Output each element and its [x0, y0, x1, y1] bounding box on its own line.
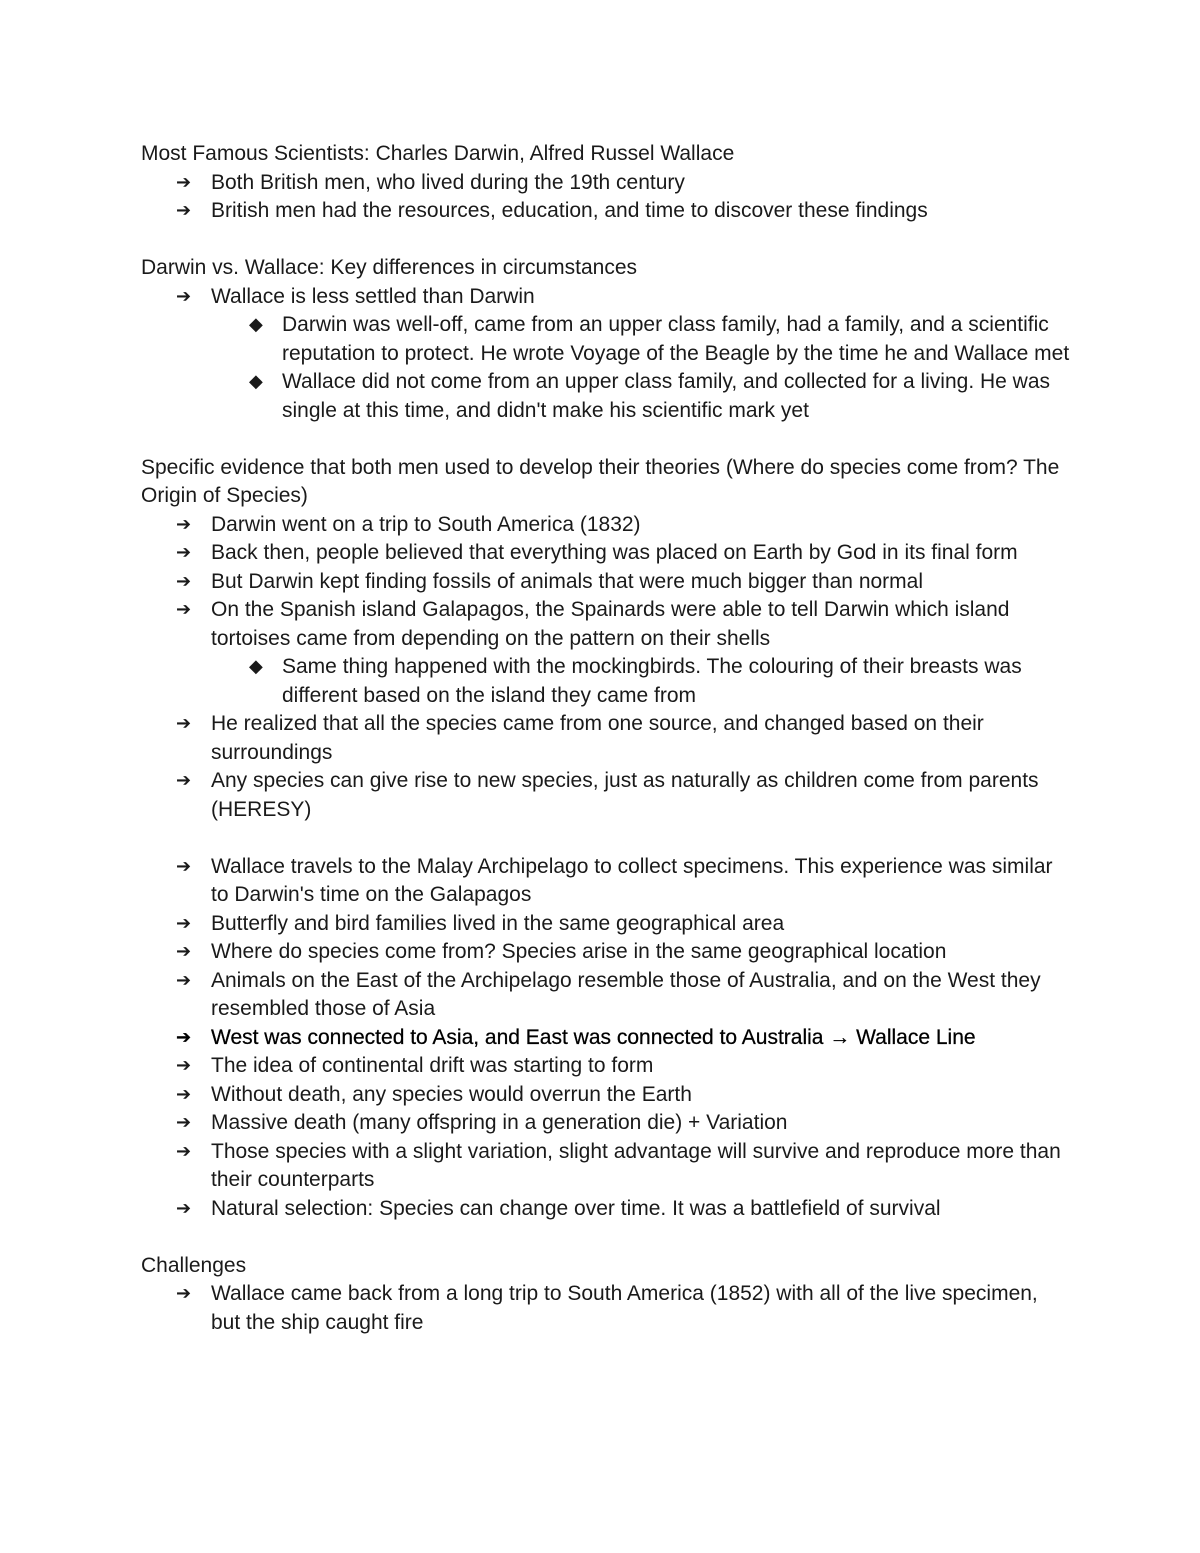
list-item-text: Animals on the East of the Archipelago resemble those of Australia, and on the West they resembled those of Asia [211, 968, 1041, 1020]
diamond-bullet-icon: ◆ [249, 371, 263, 392]
list-item [141, 767, 1071, 824]
list-item-text: Back then, people believed that everything was placed on Earth by God in its final form [211, 541, 1018, 564]
list-item-text: Massive death (many offspring in a generation die) + Variation [211, 1111, 788, 1134]
list-item-text: Wallace did not come from an upper class family, and collected for a living. He was single at this time, and didn't make his scientific mark yet [282, 370, 1051, 422]
list-item [141, 938, 1071, 967]
arrow-bullet-icon: ➔ [176, 941, 192, 962]
list-item-text: Butterfly and bird families lived in the same geographical area [211, 911, 785, 935]
list-item-text: Darwin was well-off, came from an upper class family, had a family, and a scientific reputation to protect. He wrote Voyage of the Beagle by the time he and Wallace met [282, 313, 1070, 365]
sub-list-item [141, 653, 1071, 710]
list-item-text: Without death, any species would overrun the Earth [211, 1082, 692, 1106]
list-item [141, 169, 1071, 198]
list-item-text: Both British men, who lived during the 19th century [211, 170, 685, 194]
wallace-line-text: West was connected to Asia, and East was connected to Australia → Wallace Line [211, 1025, 976, 1049]
list-item [141, 1280, 1071, 1337]
list-item [141, 1081, 1071, 1110]
list-item [141, 1195, 1071, 1224]
list-item [141, 910, 1071, 939]
list-item [141, 539, 1071, 568]
arrow-bullet-icon: ➔ [176, 1083, 192, 1105]
list-item [141, 197, 1071, 226]
arrow-bullet-icon: ➔ [176, 599, 192, 620]
list-item [141, 710, 1071, 767]
list-item [141, 1138, 1071, 1195]
bullet-list [141, 283, 1071, 426]
list-item [141, 1109, 1071, 1138]
list-item [141, 1052, 1071, 1081]
list-item-text: Same thing happened with the mockingbirds. The colouring of their breasts was different based on the island they came from [282, 655, 1022, 707]
sub-list-item [141, 368, 1071, 425]
list-item [141, 967, 1071, 1024]
arrow-bullet-icon: ➔ [176, 1197, 192, 1219]
list-item-text: British men had the resources, education, and time to discover these findings [211, 199, 928, 222]
list-item-text: Where do species come from? Species arise in the same geographical location [211, 940, 947, 963]
list-item-text: Wallace travels to the Malay Archipelago to collect specimens. This experience was similar to Darwin's time on the Galapagos [211, 854, 1053, 906]
list-item-text: On the Spanish island Galapagos, the Spainards were able to tell Darwin which island tortoises came from depending on the pattern on their shells [211, 598, 1010, 650]
list-item-text: The idea of continental drift was starting to form [211, 1054, 654, 1077]
arrow-bullet-icon: ➔ [176, 969, 192, 991]
arrow-bullet-icon: ➔ [176, 713, 192, 734]
arrow-bullet-icon: ➔ [176, 542, 192, 563]
list-item [141, 283, 1071, 312]
arrow-bullet-icon: ➔ [176, 285, 192, 307]
list-item-text: But Darwin kept finding fossils of animals that were much bigger than normal [211, 569, 924, 593]
bullet-list [141, 511, 1071, 825]
list-item-text: Wallace is less settled than Darwin [211, 284, 535, 308]
paragraph-gap [141, 824, 1071, 853]
arrow-bullet-icon: ➔ [176, 1112, 192, 1133]
arrow-bullet-icon: ➔ [176, 912, 192, 934]
list-item [141, 511, 1071, 540]
section-heading: Challenges [141, 1253, 247, 1277]
document-body [141, 140, 1071, 1337]
arrow-bullet-icon: ➔ [176, 855, 192, 877]
list-item-text: He realized that all the species came from one source, and changed based on their surroundings [211, 712, 984, 764]
arrow-bullet-icon: ➔ [176, 513, 192, 535]
list-item [141, 1024, 1071, 1053]
section-heading: Darwin vs. Wallace: Key differences in circumstances [141, 256, 638, 279]
list-item-text: Those species with a slight variation, slight advantage will survive and reproduce more than their counterparts [211, 1139, 1061, 1191]
section-heading: Most Famous Scientists: Charles Darwin, Alfred Russel Wallace [141, 142, 735, 165]
bullet-list [141, 169, 1071, 226]
arrow-bullet-icon: ➔ [176, 200, 192, 221]
arrow-bullet-icon: ➔ [176, 1283, 192, 1304]
list-item-text: Darwin went on a trip to South America (1832) [211, 512, 641, 536]
list-item-text: Wallace came back from a long trip to South America (1852) with all of the live specimen, but the ship caught fire [211, 1282, 1038, 1334]
paragraph-gap [141, 226, 1071, 255]
arrow-bullet-icon: ➔ [176, 171, 192, 193]
section-heading: Specific evidence that both men used to develop their theories (Where do species come from? The Origin of Species) [141, 455, 1060, 507]
list-item [141, 568, 1071, 597]
bullet-list [141, 853, 1071, 1224]
paragraph-gap [141, 1223, 1071, 1252]
sub-list-item [141, 311, 1071, 368]
arrow-bullet-icon: ➔ [176, 770, 192, 791]
list-item-text: Any species can give rise to new species, just as naturally as children come from parents (HERESY) [211, 769, 1039, 821]
arrow-bullet-icon: ➔ [176, 1140, 192, 1162]
arrow-bullet-icon: ➔ [176, 570, 192, 592]
arrow-bullet-icon: ➔ [176, 1055, 192, 1076]
list-item [141, 596, 1071, 653]
paragraph-gap [141, 425, 1071, 454]
list-item-text: Natural selection: Species can change over time. It was a battlefield of survival [211, 1196, 941, 1220]
arrow-bullet-icon: ➔ [176, 1026, 192, 1048]
diamond-bullet-icon: ◆ [249, 656, 263, 677]
bullet-list [141, 1280, 1071, 1337]
list-item [141, 853, 1071, 910]
diamond-bullet-icon: ◆ [249, 314, 263, 335]
